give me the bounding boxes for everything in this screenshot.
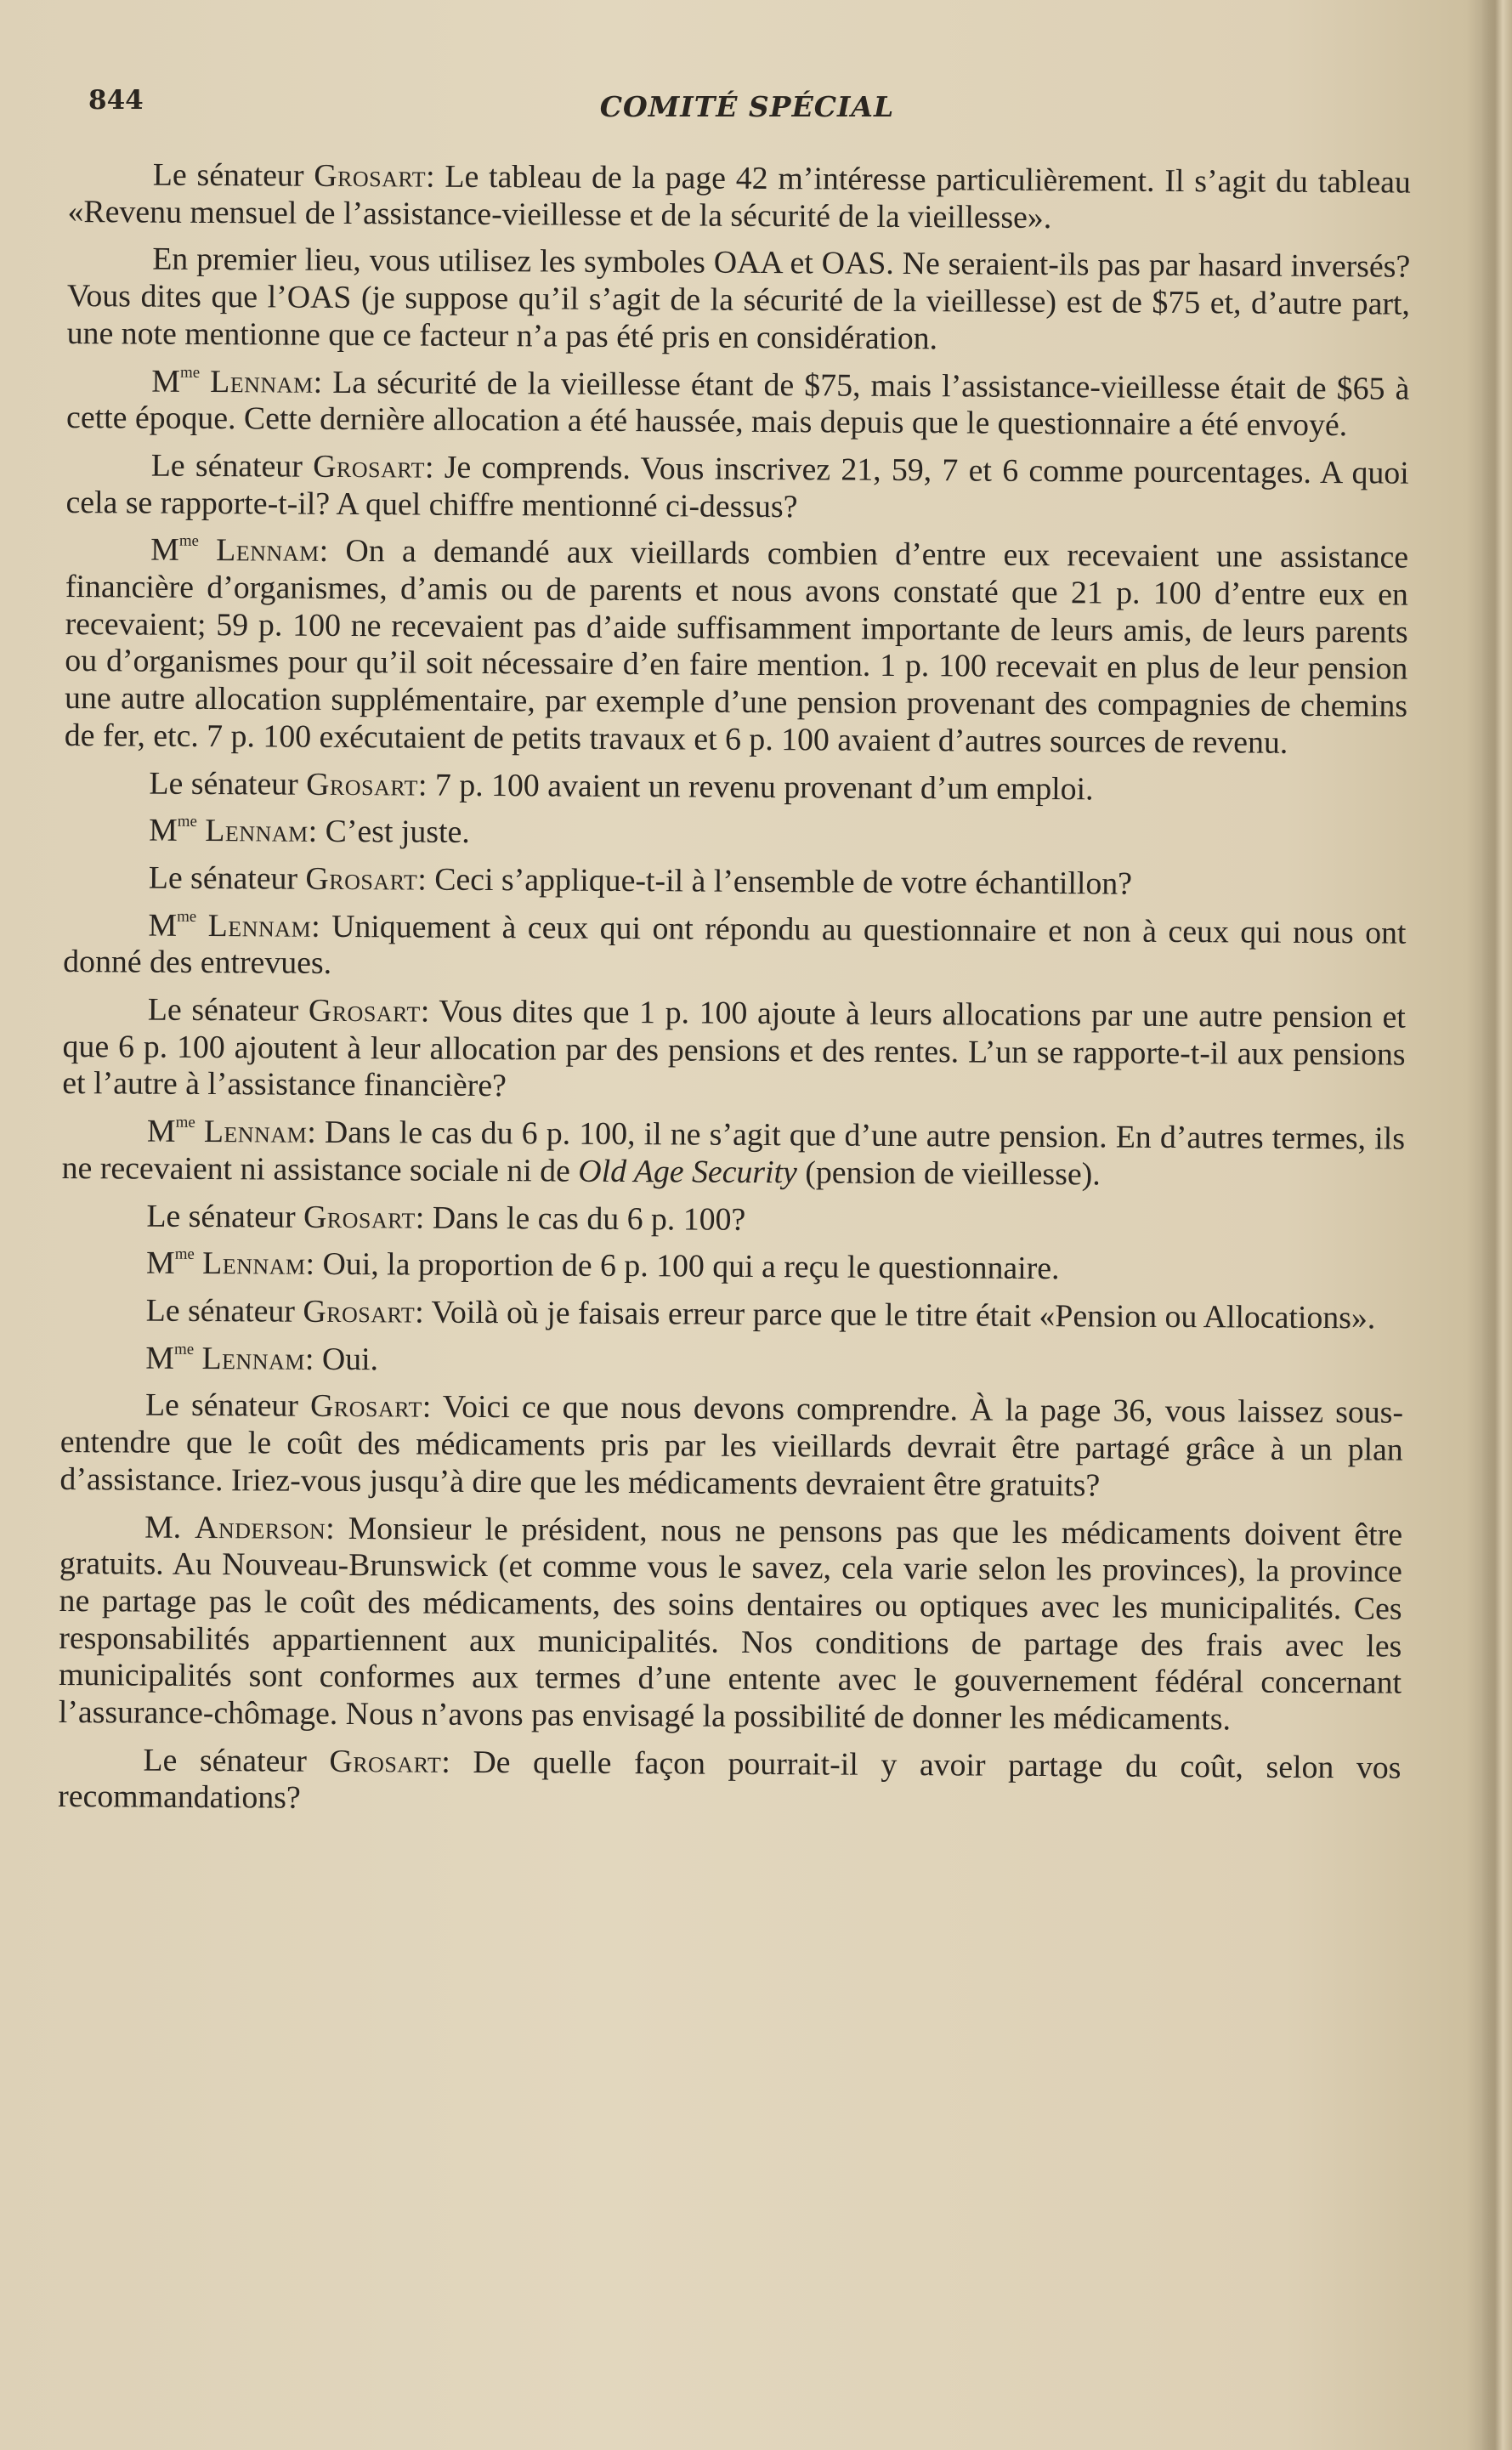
speaker-title: Le sénateur	[150, 447, 314, 485]
transcript-paragraph	[64, 765, 1407, 810]
paragraph-text: : C’est juste.	[308, 813, 470, 851]
speaker-honorific: $M^{me}$	[148, 907, 197, 944]
speaker-name: Grosart	[303, 1293, 416, 1330]
transcript-paragraph	[61, 1245, 1404, 1290]
speaker-name: Lennam	[216, 532, 320, 570]
paragraph-text: : Je comprends. Vous inscrivez 21, 59, 7 et 6 comme pourcentages. A quoi cela se rapporte-t-il? A quel chiffre mentionné ci-dessus?	[65, 449, 1409, 525]
paragraph-text: : Oui, la proportion de 6 p. 100 qui a reçu le questionnaire.	[305, 1246, 1060, 1287]
transcript-paragraph	[65, 447, 1409, 530]
transcript-paragraph	[66, 363, 1410, 445]
speaker-honorific: $M^{me}$	[145, 1245, 195, 1282]
speaker-title: Le sénateur	[143, 1742, 330, 1779]
speaker-name: Anderson	[195, 1509, 326, 1546]
paragraph-text: : La sécurité de la vieillesse étant de $75, mais l’assistance-vieillesse était de $65 à cette époque. Cette dernière allocation a été haussée, mais depuis que le questionnaire a été envoyé.	[65, 364, 1410, 444]
speaker-name: Grosart	[314, 157, 427, 195]
speaker-title: M.	[144, 1509, 195, 1545]
speaker-title: Le sénateur	[147, 991, 309, 1029]
transcript-paragraph	[63, 907, 1407, 990]
transcript-paragraph	[64, 859, 1407, 905]
transcript-paragraph	[62, 991, 1406, 1111]
transcript-paragraph	[67, 156, 1411, 239]
transcript-paragraph	[62, 1113, 1406, 1195]
speaker-name: Grosart	[313, 448, 426, 485]
transcript-paragraph	[61, 1198, 1404, 1243]
speaker-title: Le sénateur	[148, 859, 306, 897]
transcript-body	[58, 156, 1411, 1835]
page-number: 844	[88, 85, 144, 116]
paragraph-text: : Oui.	[304, 1341, 379, 1377]
speaker-honorific: $M^{me}$	[151, 363, 201, 400]
speaker-name: Grosart	[309, 1388, 422, 1425]
page-header	[88, 85, 1406, 128]
paragraph-text: : De quelle façon pourrait-il y avoir partage du coût, selon vos recommandations?	[58, 1744, 1402, 1817]
speaker-name: Lennam	[210, 363, 314, 400]
transcript-paragraph	[65, 531, 1409, 763]
transcript-paragraph	[58, 1742, 1402, 1824]
transcript-paragraph	[64, 812, 1407, 857]
speaker-name: Grosart	[303, 1199, 416, 1236]
speaker-title: Le sénateur	[149, 765, 307, 802]
speaker-name: Lennam	[205, 813, 309, 849]
speaker-name: Grosart	[308, 992, 421, 1029]
running-head: COMITÉ SPÉCIAL	[599, 90, 895, 123]
transcript-paragraph	[61, 1292, 1404, 1337]
speaker-title: Le sénateur	[152, 156, 314, 194]
speaker-honorific: $M^{me}$	[145, 1340, 195, 1376]
paragraph-text: : Ceci s’applique-t-il à l’ensemble de votre échantillon?	[417, 861, 1133, 902]
paragraph-text: : Vous dites que 1 p. 100 ajoute à leurs allocations par une autre pension et que 6 p. 100 ajoutent à leur allocation par des pensions et des rentes. L’un se rapporte-t-il aux pensions et l’autre à l’assistance financière?	[62, 993, 1406, 1104]
book-spine-shadow	[1481, 0, 1512, 2450]
speaker-title: Le sénateur	[144, 1387, 311, 1425]
speaker-name: Grosart	[306, 766, 419, 803]
paragraph-text: En premier lieu, vous utilisez les symboles OAA et OAS. Ne seraient-ils pas par hasard inversés? Vous dites que l’OAS (je suppose qu’il s’agit de la sécurité de la vieillesse) est de $75 et, d’autre part, une note mentionne que ce facteur n’a pas été pris en considération.	[66, 241, 1411, 357]
speaker-name: Lennam	[203, 1114, 308, 1150]
paragraph-text: : On a demandé aux vieillards combien d’entre eux recevaient une assistance financière d’organismes, d’amis ou de parents et nous avons constaté que 21 p. 100 d’entre eux en recevaient; 59 p. 100 ne recevaient pas d’aide suffisamment importante de leurs amis, de leurs parents ou d’organismes pour qu’il soit nécessaire d’en faire mention. 1 p. 100 recevait en plus de leur pension une autre allocation supplémentaire, par exemple d’une pension provenant des compagnies de chemins de fer, etc. 7 p. 100 exécutaient de petits travaux et 6 p. 100 avaient d’autres sources de revenu.	[64, 533, 1409, 761]
speaker-name: Grosart	[329, 1743, 442, 1780]
italic-term: Old Age Security	[578, 1153, 797, 1191]
paragraph-text: : Voici ce que nous devons comprendre. À la page 36, vous laissez sous-entendre que le coût des médicaments pris par les vieillards devrait être partagé grâce à un plan d’assistance. Iriez-vous jusqu’à dire que les médicaments devraient être gratuits?	[59, 1388, 1404, 1504]
transcript-paragraph	[60, 1340, 1403, 1385]
paragraph-text: : Voilà où je faisais erreur parce que le titre était «Pension ou Allocations».	[415, 1294, 1376, 1336]
speaker-name: Lennam	[207, 907, 312, 944]
speaker-honorific: $M^{me}$	[150, 531, 200, 569]
speaker-honorific: $M^{me}$	[149, 812, 197, 849]
transcript-paragraph	[59, 1508, 1403, 1739]
paragraph-text: : 7 p. 100 avaient un revenu provenant d’um emploi.	[417, 767, 1094, 807]
speaker-name: Lennam	[201, 1340, 306, 1377]
transcript-paragraph	[59, 1387, 1403, 1506]
speaker-name: Grosart	[305, 860, 418, 898]
paragraph-text: : Dans le cas du 6 p. 100?	[415, 1199, 746, 1238]
speaker-title: Le sénateur	[145, 1292, 303, 1330]
speaker-name: Lennam	[202, 1245, 306, 1283]
paragraph-text: : Uniquement à ceux qui ont répondu au questionnaire et non à ceux qui nous ont donné des entrevues.	[63, 908, 1407, 982]
paragraph-text: : Le tableau de la page 42 m’intéresse particulièrement. Il s’agit du tableau «Revenu mensuel de l’assistance-vieillesse et de la sécurité de la vieillesse».	[67, 158, 1411, 235]
transcript-paragraph	[67, 241, 1411, 360]
speaker-honorific: $M^{me}$	[146, 1113, 195, 1149]
paragraph-text: : Dans le cas du 6 p. 100, il ne s’agit que d’une autre pension. En d’autres termes, ils ne recevaient ni assistance sociale ni de Old Age Security (pension de vieillesse).	[61, 1114, 1406, 1193]
speaker-title: Le sénateur	[146, 1198, 304, 1235]
paragraph-text: : Monsieur le président, nous ne pensons pas que les médicaments doivent être gratuits. Au Nouveau-Brunswick (et comme vous le savez, cela varie selon les provinces), la province ne partage pas le coût des médicaments, des soins dentaires ou optiques avec les municipalités. Ces responsabilités appartiennent aux municipalités. Nos conditions de partage des frais avec les municipalités sont conformes aux termes d’une entente avec le gouvernement fédéral concernant l’assurance-chômage. Nous n’avons pas envisagé la possibilité de donner les médicaments.	[58, 1510, 1403, 1738]
